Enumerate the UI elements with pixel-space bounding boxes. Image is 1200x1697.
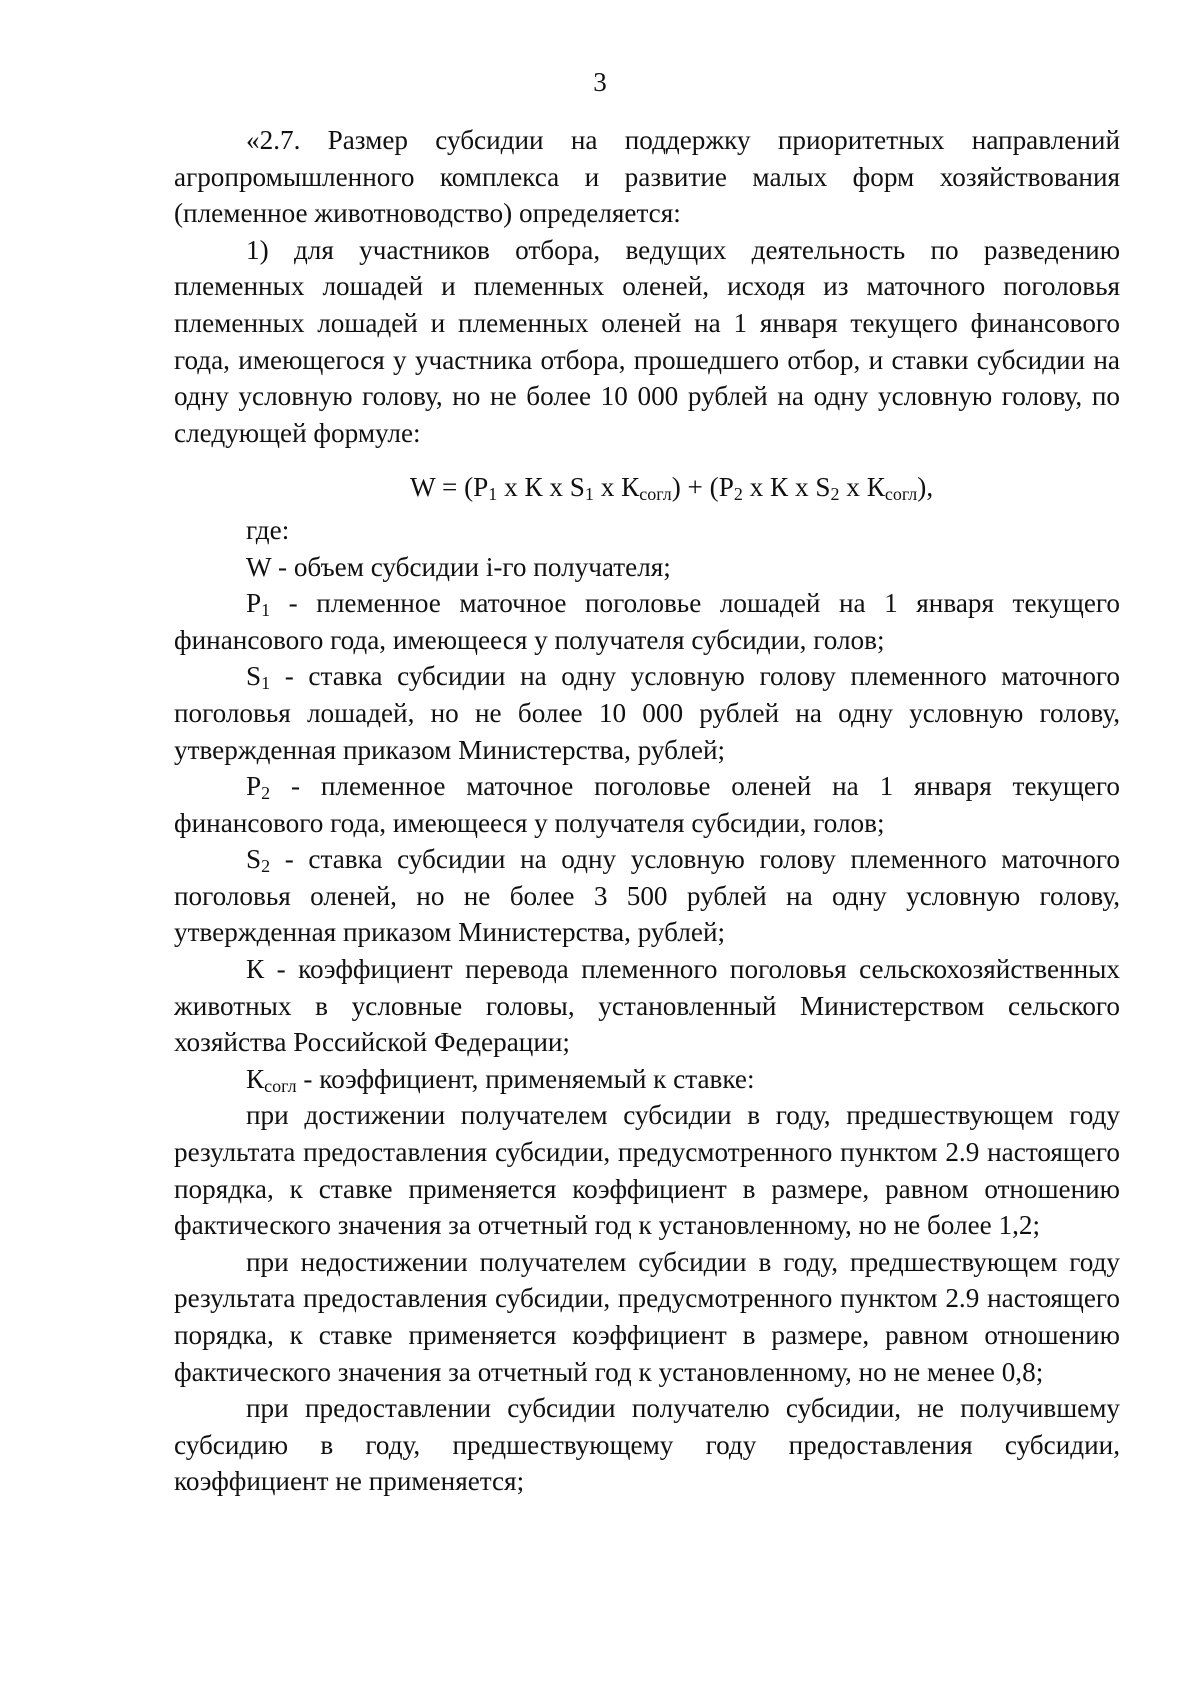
formula-part: ) + (P [671,472,734,503]
formula-part: х К х S [742,472,831,503]
paragraph-item-1: 1) для участников отбора, ведущих деятельность по разведению племенных лошадей и племенных оленей, исходя из маточного поголовья племенных лошадей и племенных оленей на 1 января текущего финансового года, имеющегося у участника отбора, прошедшего отбор, и ставки субсидии на одну условную голову, но не более 10 000 рублей на одну условную голову, по следующей формуле: [174,234,1120,448]
definition-p2 [174,768,1120,841]
symbol-subscript: 2 [261,783,271,804]
definition-text: - племенное маточное поголовье лошадей на 1 января текущего финансового года, имеющееся у получателя субсидии, голов; [174,588,1120,655]
definition-text: - ставка субсидии на одну условную голову племенного маточного поголовья лошадей, но не более 10 000 рублей на одну условную голову, утвержденная приказом Министерства, рублей; [174,661,1120,765]
formula-subscript: согл [639,484,672,505]
definition-s1 [174,658,1120,768]
document-body [174,122,1120,1500]
definition-text: - коэффициент, применяемый к ставке: [296,1063,755,1094]
symbol: P [246,588,262,619]
where-label: где: [246,514,290,545]
definition-k-sogl [174,1061,1120,1098]
subsidy-formula [174,469,1120,506]
page-number: 3 [593,67,607,97]
formula-subscript: 1 [488,484,498,505]
symbol: К [246,1063,265,1094]
paragraph-2-7: «2.7. Размер субсидии на поддержку приоритетных направлений агропромышленного комплекса и развитие малых форм хозяйствования (племенное животноводство) определяется: [174,125,1120,229]
definition-p1 [174,585,1120,658]
formula-part: х К [593,472,640,503]
symbol-subscript: согл [264,1075,297,1096]
symbol: S [246,661,262,692]
formula-subscript: 2 [733,484,743,505]
definition-text: - племенное маточное поголовье оленей на 1 января текущего финансового года, имеющееся у получателя субсидии, голов; [174,771,1120,838]
definition-w: W - объем субсидии i-го получателя; [246,551,671,582]
condition-achieved: при достижении получателем субсидии в году, предшествующем году результата предоставления субсидии, предусмотренного пунктом 2.9 настоящего порядка, к ставке применяется коэффициент в размере, равном отношению фактического значения за отчетный год к установленному, но не более 1,2; [174,1100,1120,1241]
symbol: S [246,844,262,875]
formula-subscript: 2 [830,484,840,505]
formula-part: х К [839,472,885,503]
formula-part: ), [917,472,934,503]
formula-subscript: 1 [584,484,594,505]
formula-part: х К х S [497,472,585,503]
symbol-subscript: 2 [261,856,271,877]
condition-new-recipient: при предоставлении субсидии получателю субсидии, не получившему субсидию в году, предшествующему году предоставления субсидии, коэффициент не применяется; [174,1393,1120,1497]
definition-k: К - коэффициент перевода племенного поголовья сельскохозяйственных животных в условные головы, установленный Министерством сельского хозяйства Российской Федерации; [174,954,1120,1058]
definition-text: - ставка субсидии на одну условную голову племенного маточного поголовья оленей, но не более 3 500 рублей на одну условную голову, утвержденная приказом Министерства, рублей; [174,844,1120,948]
symbol-subscript: 1 [261,600,271,621]
formula-part: W = (P [410,472,489,503]
condition-not-achieved: при недостижении получателем субсидии в году, предшествующем году результата предоставления субсидии, предусмотренного пунктом 2.9 настоящего порядка, к ставке применяется коэффициент в размере, равном отношению фактического значения за отчетный год к установленному, но не менее 0,8; [174,1246,1120,1387]
symbol-subscript: 1 [261,673,271,694]
definition-s2 [174,841,1120,951]
symbol: P [246,771,262,802]
formula-subscript: согл [884,484,918,505]
